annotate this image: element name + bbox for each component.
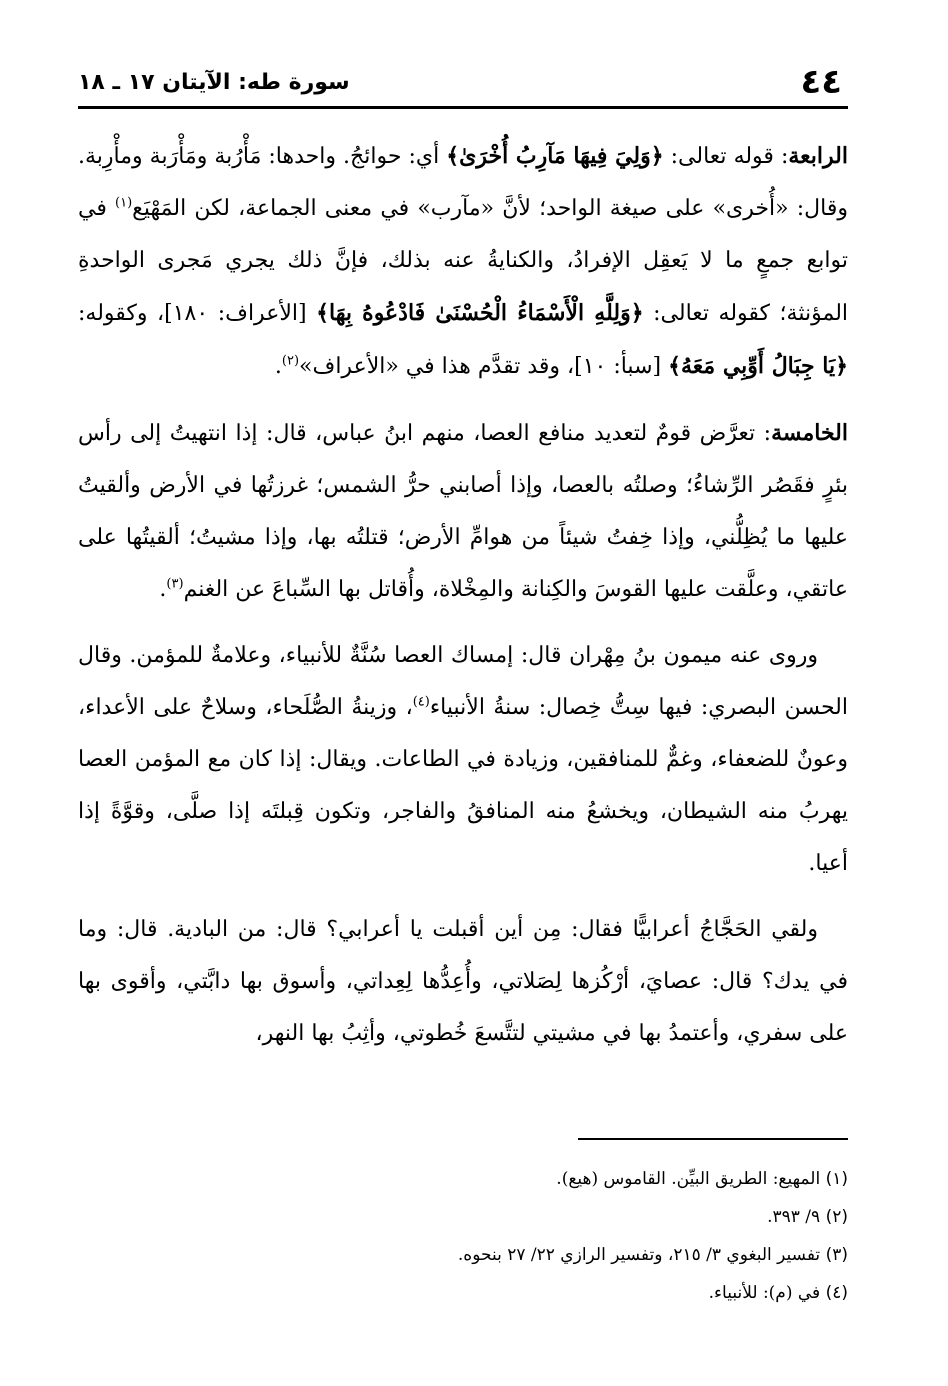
quran-verse: ﴿يَا جِبَالُ أَوِّبِي مَعَهُ﴾: [668, 353, 848, 379]
footnote-ref[interactable]: (٣): [166, 576, 184, 592]
footnote-number: (٤): [825, 1283, 848, 1303]
footnotes: [78, 1160, 848, 1312]
paragraph-fourth: [78, 130, 848, 393]
paragraph-text: [الأعراف: ١٨٠]، وكقوله:: [78, 301, 317, 326]
footnote-ref[interactable]: (٢): [281, 353, 300, 369]
paragraph-text: : تعرَّض قومٌ لتعديد منافع العصا، منهم ابنُ عباس، قال: إذا انتهيتُ إلى رأس بئرٍ فقَصُر الرِّشاءُ؛ وصلتُه بالعصا، وإذا أصابني حرُّ الشمس؛ غرزتُها في الأرض وألقيتُ عليها ما يُظِلُّني، وإذا خِفتُ شيئاً من هوامِّ الأرض؛ قتلتُه بها، وإذا مشيتُ؛ ألقيتُها على عاتقي، وعلَّقت عليها القوسَ والكِنانة والمِخْلاة، وأُقاتل بها السِّباعَ عن الغنم: [78, 421, 848, 602]
paragraph-text: في توابع جمعٍ ما لا يَعقِل الإفرادُ، والكنايةُ عنه بذلك، فإنَّ ذلك يجري مَجرى الواحدةِ المؤنثة؛ كقوله تعالى:: [78, 196, 849, 326]
footnote-text: تفسير البغوي ٣/ ٢١٥، وتفسير الرازي ٢٢/ ٢٧ بنحوه.: [457, 1245, 821, 1265]
paragraph-text: ، وزينةُ الصُّلَحاء، وسلاحٌ على الأعداء، وعونٌ للضعفاء، وغمٌّ للمنافقين، وزيادة في الطاعات. ويقال: إذا كان مع المؤمن العصا يهربُ منه الشيطان، ويخشعُ منه المنافقُ والفاجر، وتكون قِبلتَه إذا صلَّى، وقوَّةً إذا أعيا.: [78, 695, 848, 876]
footnote-item: [78, 1274, 848, 1312]
footnote-text: في (م): للأنبياء.: [708, 1283, 821, 1303]
paragraph-text: وروى عنه ميمون بنُ مِهْران قال: إمساك العصا سُنَّةٌ للأنبياء، وعلامةٌ للمؤمن. وقال الحسن البصري: فيها سِتُّ خِصال: سنةُ الأنبياء: [78, 643, 848, 720]
page-number: ٤٤: [800, 62, 842, 102]
page-header: [78, 58, 848, 109]
footnote-ref[interactable]: (٤): [412, 694, 430, 710]
main-text: [78, 130, 848, 1074]
footnote-item: [78, 1160, 848, 1198]
paragraph-maimun: [78, 630, 848, 890]
paragraph-lead: الرابعة: [788, 143, 848, 169]
paragraph-fifth: [78, 407, 848, 616]
paragraph-text: [سبأ: ١٠]، وقد تقدَّم هذا في «الأعراف»: [299, 354, 669, 379]
quran-verse: ﴿وَلِيَ فِيهَا مَآرِبُ أُخْرَىٰ﴾: [446, 143, 664, 169]
paragraph-text: أي: حوائجُ. واحدها: مَأْرُبة ومَأْرَبة ومأْرِبة. وقال: «أُخرى» على صيغة الواحد؛ لأنَّ «مآرب» في معنى الجماعة، لكن المَهْيَع: [78, 144, 848, 221]
footnote-number: (٢): [825, 1207, 848, 1227]
footnote-separator: [578, 1138, 848, 1140]
paragraph-lead: الخامسة: [771, 420, 848, 446]
running-title: سورة طه: الآيتان ١٧ ـ ١٨: [78, 69, 350, 95]
footnote-text: ٩/ ٣٩٣.: [767, 1207, 821, 1227]
paragraph-hajjaj: [78, 904, 848, 1060]
paragraph-text: : قوله تعالى:: [663, 144, 789, 169]
paragraph-text: .: [159, 577, 167, 602]
quran-verse: ﴿وَلِلَّهِ الْأَسْمَاءُ الْحُسْنَىٰ فَادْعُوهُ بِهَا﴾: [316, 300, 644, 326]
footnote-number: (١): [825, 1169, 848, 1189]
paragraph-text: ولقي الحَجَّاجُ أعرابيًّا فقال: مِن أين أقبلت يا أعرابي؟ قال: من البادية. قال: وما في يدك؟ قال: عصايَ، أرْكُزها لِصَلاتي، وأُعِدُّها لِعِداتي، وأسوق بها دابَّتي، وأقوى بها على سفري، وأعتمدُ بها في مشيتي لتتَّسعَ خُطوتي، وأثِبُ بها النهر،: [78, 917, 848, 1046]
footnote-item: [78, 1236, 848, 1274]
footnote-number: (٣): [825, 1245, 848, 1265]
paragraph-text: .: [274, 354, 282, 379]
footnote-item: [78, 1198, 848, 1236]
footnote-text: المهيع: الطريق البيِّن. القاموس (هيع).: [556, 1169, 821, 1189]
footnote-ref[interactable]: (١): [115, 195, 133, 211]
